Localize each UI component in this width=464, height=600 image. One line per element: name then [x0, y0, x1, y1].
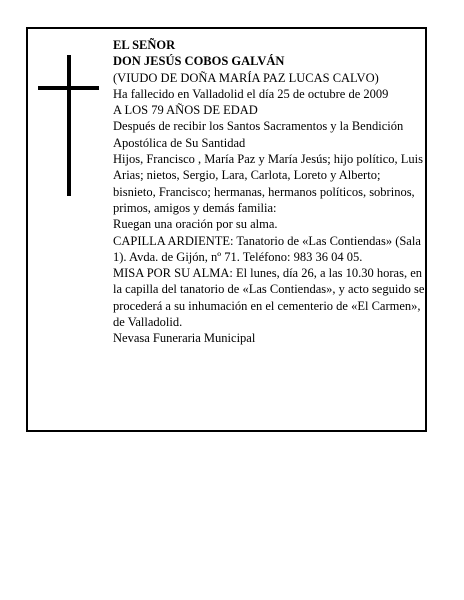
prayer-line: Ruegan una oración por su alma. [113, 217, 278, 232]
cross-horizontal-bar [38, 86, 99, 90]
obituary-text [113, 37, 425, 347]
sacraments-paragraph: Después de recibir los Santos Sacramentos y la Bendición Apostólica de Su Santidad [113, 119, 404, 150]
widower-line: (VIUDO DE DOÑA MARÍA PAZ LUCAS CALVO) [113, 70, 379, 85]
deceased-name: DON JESÚS COBOS GALVÁN [113, 54, 285, 69]
mass-paragraph: MISA POR SU ALMA: El lunes, día 26, a las 10.30 horas, en la capilla del tanatorio de «Las Contiendas», y acto seguido se procederá a su inhumación en el cementerio de «El Carmen», de Valladolid. [113, 266, 425, 330]
death-line: Ha fallecido en Valladolid el día 25 de octubre de 2009 [113, 86, 389, 101]
funeral-home: Nevasa Funeraria Municipal [113, 331, 256, 346]
title: EL SEÑOR [113, 38, 176, 52]
cross-vertical-bar [67, 55, 71, 196]
chapel-paragraph: CAPILLA ARDIENTE: Tanatorio de «Las Contiendas» (Sala 1). Avda. de Gijón, nº 71. Teléfono: 983 36 04 05. [113, 233, 421, 264]
age-line: A LOS 79 AÑOS DE EDAD [113, 103, 258, 118]
family-paragraph: Hijos, Francisco , María Paz y María Jesús; hijo político, Luis Arias; nietos, Sergio, Lara, Carlota, Loreto y Alberto; bisnieto, Francisco; hermanas, hermanos políticos, sobrinos, primos, amigos y demás familia: [113, 152, 424, 215]
